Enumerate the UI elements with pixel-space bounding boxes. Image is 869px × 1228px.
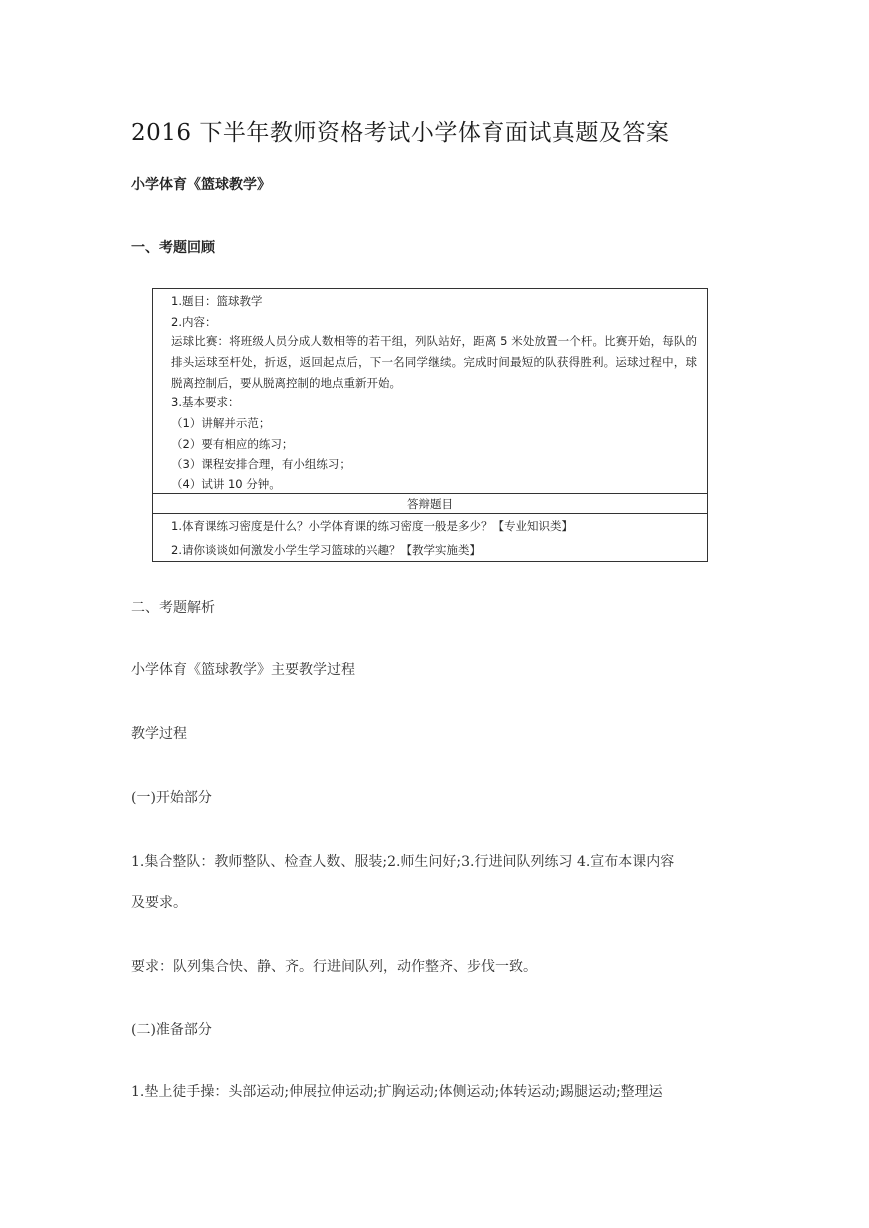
- box-question-2: 2.请你谈谈如何激发小学生学习篮球的兴趣？【教学实施类】: [171, 543, 481, 557]
- box-divider-top: [153, 493, 707, 494]
- paragraph-requirement: 要求：队列集合快、静、齐。行进间队列，动作整齐、步伐一致。: [131, 959, 537, 975]
- page-title: 2016 下半年教师资格考试小学体育面试真题及答案: [131, 120, 670, 146]
- section-heading-review: 一、考题回顾: [131, 240, 215, 256]
- box-requirement-1: （1）讲解并示范；: [171, 416, 271, 430]
- box-content-label: 2.内容：: [171, 315, 217, 329]
- section-heading-analysis: 二、考题解析: [131, 600, 215, 616]
- paragraph-main-process: 小学体育《篮球教学》主要教学过程: [131, 662, 355, 678]
- box-question-1: 1.体育课练习密度是什么？小学体育课的练习密度一般是多少？【专业知识类】: [171, 519, 573, 533]
- paragraph-teaching-process: 教学过程: [131, 726, 187, 742]
- box-requirement-4: （4）试讲 10 分钟。: [171, 477, 281, 491]
- box-answer-header: 答辩题目: [407, 497, 453, 511]
- paragraph-item1-line2: 及要求。: [131, 895, 187, 911]
- box-divider-bottom: [153, 513, 707, 514]
- box-requirement-3: （3）课程安排合理，有小组练习；: [171, 457, 351, 471]
- box-requirement-2: （2）要有相应的练习；: [171, 437, 294, 451]
- subtitle: 小学体育《篮球教学》: [131, 177, 271, 193]
- paragraph-prepare-part: (二)准备部分: [131, 1022, 212, 1038]
- box-requirements-label: 3.基本要求：: [171, 395, 240, 409]
- paragraph-start-part: (一)开始部分: [131, 790, 212, 806]
- paragraph-item2: 1.垫上徒手操：头部运动;伸展拉伸运动;扩胸运动;体侧运动;体转运动;踢腿运动;整理运: [131, 1084, 663, 1100]
- box-topic: 1.题目：篮球教学: [171, 294, 263, 308]
- exam-question-box: [152, 288, 708, 562]
- box-content-text: 运球比赛：将班级人员分成人数相等的若干组，列队站好，距离 5 米处放置一个杆。比赛开始，每队的排头运球至杆处，折返，返回起点后，下一名同学继续。完成时间最短的队获得胜利。运球过程中，球脱离控制后，要从脱离控制的地点重新开始。: [171, 334, 697, 390]
- paragraph-item1-line1: 1.集合整队：教师整队、检查人数、服装;2.师生问好;3.行进间队列练习 4.宣布本课内容: [131, 854, 675, 870]
